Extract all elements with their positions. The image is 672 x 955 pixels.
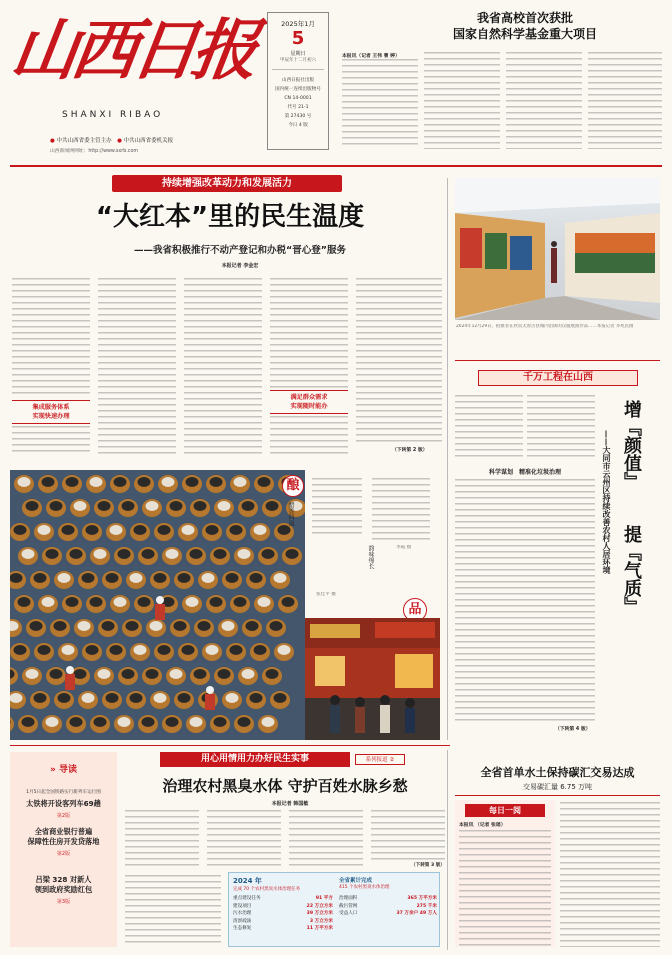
carbon-subhead: 交易碳汇量 6.75 万吨 [522, 783, 593, 791]
vinegar-jar [258, 547, 278, 565]
vinegar-jar [22, 499, 42, 517]
lead-byline: 本报记者 李金宏 [221, 263, 259, 269]
vinegar-jar [194, 619, 214, 637]
vinegar-jar [246, 691, 266, 709]
project-title-1[interactable]: 增『颜值』 [621, 400, 642, 490]
vinegar-jar [202, 643, 222, 661]
vinegar-jar [150, 691, 170, 709]
water-continued[interactable]: （下转第 3 版） [411, 863, 445, 868]
vinegar-jar [270, 691, 290, 709]
exhibition-photo-art [455, 178, 660, 320]
vinegar-jar [202, 523, 222, 541]
top-story-headline[interactable]: 我省高校首次获批 国家自然科学基金重大项目 [452, 11, 597, 41]
vinegar-jar [106, 523, 126, 541]
feature-credit-2: 李霞 摄 [396, 545, 412, 550]
vinegar-jar [94, 499, 114, 517]
vinegar-jar [214, 499, 234, 517]
vinegar-jar [82, 523, 102, 541]
water-table2-row-label: 受益人口 [339, 911, 358, 916]
vinegar-jar [154, 523, 174, 541]
vinegar-jar [110, 475, 130, 493]
index-item-1[interactable]: 太铁将开设客列车69趟 [26, 799, 101, 808]
worker-figure [205, 686, 215, 710]
vinegar-jar [94, 667, 114, 685]
vinegar-jar [30, 571, 50, 589]
vinegar-jar [18, 715, 38, 733]
water-table-row [233, 925, 333, 933]
vinegar-jar [218, 619, 238, 637]
vinegar-jar [186, 715, 206, 733]
water-table2-row [339, 895, 437, 903]
vinegar-jar [106, 643, 126, 661]
vinegar-jar [86, 475, 106, 493]
vinegar-jar [262, 667, 282, 685]
vinegar-jar [166, 499, 186, 517]
carbon-headline[interactable]: 全省首单水土保持碳汇交易达成 [480, 766, 635, 779]
vinegar-jar [118, 667, 138, 685]
project-subhead: 科学谋划 精准化垃圾治理 [488, 469, 561, 476]
vinegar-jar [102, 571, 122, 589]
water-table2-row-value: 275 千米 [416, 903, 437, 909]
vinegar-jar [226, 643, 246, 661]
vinegar-jar [190, 667, 210, 685]
index-item-1-note[interactable]: 1月5日起全国铁路实行新列车运行图 [26, 790, 101, 795]
index-box [10, 752, 117, 947]
vinegar-jar [146, 619, 166, 637]
vinegar-jar [154, 643, 174, 661]
worker-figure [65, 666, 75, 690]
vinegar-jar [178, 523, 198, 541]
vinegar-jar [142, 499, 162, 517]
vinegar-jar [130, 643, 150, 661]
feature-label-2: 韵味绵长 [367, 545, 374, 569]
water-table-row-label: 重点建设任务 [233, 896, 261, 901]
vinegar-jar [254, 475, 274, 493]
vinegar-jar [262, 499, 282, 517]
vinegar-jar [46, 499, 66, 517]
vinegar-jar [82, 643, 102, 661]
vinegar-jar [130, 523, 150, 541]
vinegar-jar [190, 499, 210, 517]
vinegar-jar [58, 643, 78, 661]
water-kicker: 用心用情用力办好民生实事 [160, 752, 350, 767]
vinegar-jar [238, 667, 258, 685]
water-table-row [233, 903, 333, 911]
vinegar-jar [198, 571, 218, 589]
exhibition-photo [455, 178, 660, 320]
project-kicker: 千万工程在山西 [478, 370, 638, 386]
vinegar-jar [214, 667, 234, 685]
feature-tag-2: 品 [403, 598, 427, 622]
feature-label-1: 醋香四溢 [287, 502, 294, 526]
vinegar-photo-large [10, 470, 305, 740]
vinegar-jar [250, 643, 270, 661]
top-story-byline: 本报讯（记者 王伟 曹 婷） [342, 54, 400, 59]
vinegar-jar [138, 547, 158, 565]
vinegar-jar [162, 715, 182, 733]
water-table2-row-label: 治理面积 [339, 896, 358, 901]
sponsor-line: ● 中共山西省委主管主办 ● 中共山西省委机关报 [50, 138, 174, 144]
water-table2-row [339, 903, 437, 911]
vinegar-jar [222, 691, 242, 709]
index-item-2-page: 第2版 [56, 851, 71, 857]
vinegar-jar [246, 571, 266, 589]
vinegar-jar [126, 691, 146, 709]
water-table2-row-label: 截污管网 [339, 903, 358, 909]
website: 山西新闻网网址：http://www.sxrb.com [50, 149, 139, 154]
vinegar-jar [38, 475, 58, 493]
index-title: » 导读 [50, 765, 77, 775]
index-item-2[interactable]: 全省商业银行普遍 保障性住房开发贷落地 [27, 827, 100, 846]
water-table-row-value: 91 平方 [315, 896, 333, 901]
vinegar-jar [182, 595, 202, 613]
vinegar-jar [10, 523, 30, 541]
vinegar-jar [58, 523, 78, 541]
shop-street-art [305, 618, 440, 740]
worker-figure [155, 596, 165, 620]
vinegar-jar [142, 667, 162, 685]
water-table-row-label: 污水治理 [233, 911, 252, 916]
vinegar-jar [134, 475, 154, 493]
index-item-1-page: 第2版 [56, 813, 71, 819]
water-series: 系列报道 ② [355, 754, 405, 765]
vinegar-jars-art [10, 470, 305, 740]
water-byline: 本报记者 韩国敏 [271, 801, 309, 807]
vinegar-jar [282, 547, 302, 565]
vinegar-jar [42, 547, 62, 565]
vinegar-jar [166, 667, 186, 685]
water-table-row [233, 918, 333, 926]
water-table2-row-value: 365 万平方米 [407, 896, 437, 901]
vinegar-jar [118, 499, 138, 517]
water-table-row-value: 3 万立方米 [309, 918, 333, 924]
lead-body [12, 278, 442, 458]
project-continued[interactable]: （下转第 4 版） [555, 727, 591, 732]
vinegar-jar [206, 475, 226, 493]
vinegar-jar [250, 523, 270, 541]
vinegar-jar [98, 619, 118, 637]
vinegar-jar [266, 619, 286, 637]
vinegar-jar [78, 691, 98, 709]
project-body [455, 395, 595, 735]
date-box [267, 12, 329, 150]
table2-subtitle: 415 个农村黑臭水体治理 [339, 885, 390, 890]
pull-quote-2: 满足群众需求 实现随时能办 [270, 390, 348, 414]
vinegar-jar [66, 715, 86, 733]
table-rows [233, 895, 333, 933]
photo-caption: 2024年12月29日，拍摄者在欣赏太原古县城内沿街的汉服展演作品……本报记者 李兆民摄 [456, 324, 634, 329]
comment-box [455, 800, 555, 947]
vinegar-jar [46, 667, 66, 685]
lunar-date: 甲辰年十二月初六 [272, 57, 324, 70]
vinegar-jar [270, 571, 290, 589]
water-table-row [233, 910, 333, 918]
vinegar-jar [90, 547, 110, 565]
vinegar-jar [22, 667, 42, 685]
water-headline[interactable]: 治理农村黑臭水体 守护百姓水脉乡愁 [162, 777, 408, 795]
water-table-row-label: 生态修复 [233, 926, 252, 931]
project-subtitle: ——大同市云州区持续改善农村人居环境 [602, 430, 611, 574]
masthead [0, 0, 672, 165]
vinegar-jar [30, 691, 50, 709]
vinegar-jar [254, 595, 274, 613]
logo: 山西日报 [6, 11, 258, 89]
vinegar-jar [234, 715, 254, 733]
date-year-month: 2025年1月 [281, 20, 315, 28]
index-item-3[interactable]: 吕梁 328 对新人 领到政府奖励红包 [34, 875, 93, 894]
vinegar-jar [14, 595, 34, 613]
vinegar-jar [226, 523, 246, 541]
water-table-row-value: 11 万平方米 [306, 926, 333, 931]
vinegar-jar [178, 643, 198, 661]
issue-info: 山西日报社出版 国内统一连续出版物号 CN 14-0001 代号 21-1 第 27430 号 今日 4 版 [275, 78, 321, 128]
water-table-row-value: 39 万立方米 [306, 911, 333, 916]
table2-title: 全省累计完成 [339, 878, 373, 884]
vinegar-jar [134, 595, 154, 613]
vinegar-jar [10, 643, 30, 661]
vinegar-jar [78, 571, 98, 589]
vinegar-jar [210, 547, 230, 565]
vinegar-jar [66, 547, 86, 565]
vinegar-jar [182, 475, 202, 493]
water-table-row [233, 895, 333, 903]
vinegar-shop-photo [305, 618, 440, 740]
water-table-row-label: 清淤疏浚 [233, 918, 252, 924]
vinegar-jar [230, 475, 250, 493]
top-story-body [342, 52, 662, 150]
vinegar-jar [102, 691, 122, 709]
vinegar-jar [138, 715, 158, 733]
vinegar-jar [158, 475, 178, 493]
table2-rows [339, 895, 437, 918]
vinegar-jar [206, 595, 226, 613]
vinegar-jar [222, 571, 242, 589]
vinegar-jar [210, 715, 230, 733]
vinegar-jar [186, 547, 206, 565]
vinegar-jar [230, 595, 250, 613]
table-title: 2024 年 [233, 877, 262, 885]
comment-byline: 本报讯 （记者 张瑶） [459, 823, 506, 828]
water-table2-row [339, 910, 437, 918]
index-item-3-page: 第3版 [56, 899, 71, 905]
vinegar-jar [62, 475, 82, 493]
water-table2-row-value: 37 万余户 49 万人 [396, 911, 437, 916]
vinegar-jar [70, 499, 90, 517]
lead-kicker: 持续增强改革动力和发展活力 [112, 175, 342, 192]
vinegar-jar [170, 619, 190, 637]
vinegar-jar [38, 595, 58, 613]
vinegar-jar [174, 691, 194, 709]
feature-credit-1: 张佳平 摄 [316, 592, 336, 597]
table-subtitle: 完成 70 个农村黑臭水体治理任务 [233, 887, 301, 892]
vinegar-jar [114, 547, 134, 565]
project-title-2[interactable]: 提『气质』 [621, 525, 642, 615]
vinegar-jar [26, 619, 46, 637]
vinegar-jar [258, 715, 278, 733]
vinegar-jar [234, 547, 254, 565]
vinegar-jar [74, 619, 94, 637]
comment-title: 每日一阅 [465, 804, 545, 817]
vinegar-jar [18, 547, 38, 565]
vinegar-jar [162, 547, 182, 565]
vinegar-jar [54, 691, 74, 709]
vinegar-jar [274, 643, 294, 661]
vinegar-jar [50, 619, 70, 637]
water-infographic [228, 872, 440, 947]
vinegar-jar [14, 475, 34, 493]
vinegar-jar [238, 499, 258, 517]
water-table-row-value: 22 万立方米 [306, 903, 333, 909]
vinegar-jar [42, 715, 62, 733]
vinegar-jar [86, 595, 106, 613]
vinegar-jar [90, 715, 110, 733]
vinegar-jar [126, 571, 146, 589]
vinegar-jar [242, 619, 262, 637]
lead-subhead: ——我省积极推行不动产登记和办税“晋心登”服务 [134, 245, 346, 256]
weekday: 星期日 [290, 51, 306, 57]
vinegar-jar [174, 571, 194, 589]
vinegar-jar [62, 595, 82, 613]
water-body [125, 810, 445, 870]
vinegar-jar [150, 571, 170, 589]
pull-quote-1: 集成服务体系 实现快速办理 [12, 400, 90, 424]
vinegar-jar [34, 643, 54, 661]
logo-pinyin: SHANXI RIBAO [62, 110, 164, 120]
vinegar-jar [34, 523, 54, 541]
date-day: 5 [291, 28, 305, 49]
vinegar-jar [122, 619, 142, 637]
lead-headline[interactable]: “大红本”里的民生温度 [95, 202, 365, 232]
vinegar-jar [114, 715, 134, 733]
water-table-row-label: 建设项目 [233, 903, 252, 909]
vinegar-jar [278, 595, 298, 613]
lead-continued[interactable]: （下转第 2 版） [392, 448, 428, 453]
feature-tag-1: 酿 [282, 475, 304, 497]
vinegar-jar [54, 571, 74, 589]
vinegar-jar [110, 595, 130, 613]
